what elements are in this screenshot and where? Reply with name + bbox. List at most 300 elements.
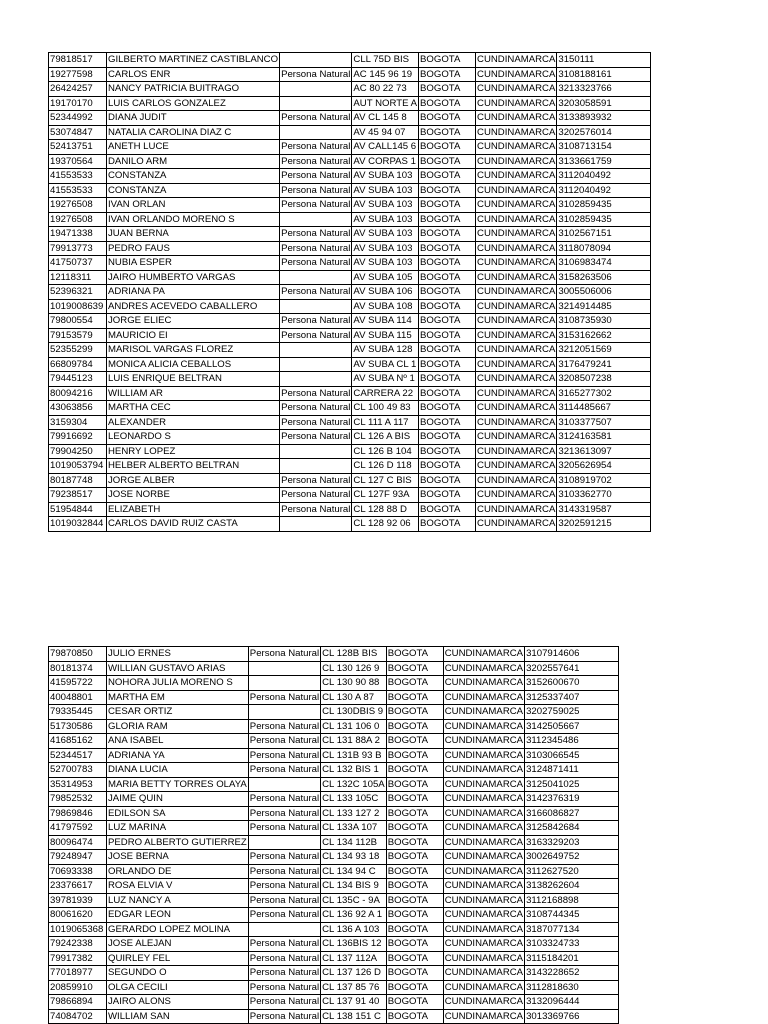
city-cell: BOGOTA <box>386 937 443 952</box>
address-cell: CL 100 49 83 <box>352 401 419 416</box>
phone-cell: 3202576014 <box>557 125 651 140</box>
table-row <box>49 314 651 329</box>
type-cell: Persona Natural <box>281 431 351 442</box>
table-row <box>49 864 619 879</box>
city-cell: BOGOTA <box>419 357 476 372</box>
department-cell: CUNDINAMARCA <box>477 315 556 326</box>
id-cell: 23376617 <box>49 879 107 894</box>
table-row <box>49 1009 619 1024</box>
city-cell: BOGOTA <box>419 96 476 111</box>
table-row <box>49 227 651 242</box>
address-cell: AV SUBA 103 <box>352 241 419 256</box>
id-cell: 41685162 <box>49 734 107 749</box>
type-cell: Persona Natural <box>281 503 351 515</box>
id-cell: 40048801 <box>49 690 107 705</box>
table-row <box>49 96 651 111</box>
table-row <box>49 502 651 517</box>
id-cell: 51954844 <box>49 502 107 517</box>
city-cell: BOGOTA <box>386 850 443 865</box>
id-cell: 12118311 <box>49 270 107 285</box>
table-row <box>49 111 651 126</box>
id-cell: 19370564 <box>49 154 107 169</box>
phone-cell: 3102859435 <box>557 212 651 227</box>
address-cell: CL 137 112A <box>321 951 387 966</box>
table-row <box>49 67 651 82</box>
address-cell: CL 138 151 C <box>321 1009 387 1024</box>
name-cell: JORGE ELIEC <box>107 314 280 329</box>
phone-cell: 3205626954 <box>557 459 651 474</box>
type-cell: Persona Natural <box>281 242 351 254</box>
address-cell: AV SUBA 103 <box>352 256 419 271</box>
address-cell: CL 134 112B <box>321 835 387 850</box>
id-cell: 35314953 <box>49 777 107 792</box>
table-row <box>49 734 619 749</box>
address-cell: AV SUBA 106 <box>352 285 419 300</box>
table-row <box>49 183 651 198</box>
address-cell: CLL 75D BIS <box>352 53 419 68</box>
records-table-1 <box>48 52 651 532</box>
type-cell: Persona Natural <box>249 851 320 862</box>
phone-cell: 3163329203 <box>525 835 619 850</box>
department-cell: CUNDINAMARCA <box>444 706 524 717</box>
type-cell: Persona Natural <box>281 170 351 181</box>
department-cell: CUNDINAMARCA <box>477 228 556 239</box>
address-cell: CL 136 A 103 <box>321 922 387 937</box>
table-row <box>49 951 619 966</box>
name-cell: JOSE BERNA <box>107 850 249 865</box>
department-cell: CUNDINAMARCA <box>444 938 524 949</box>
phone-cell: 3176479241 <box>557 357 651 372</box>
records-table-2 <box>48 646 619 1024</box>
city-cell: BOGOTA <box>419 227 476 242</box>
city-cell: BOGOTA <box>419 386 476 401</box>
type-cell <box>280 53 352 68</box>
type-cell <box>280 459 352 474</box>
phone-cell: 3112627520 <box>525 864 619 879</box>
department-cell: CUNDINAMARCA <box>444 909 524 920</box>
city-cell: BOGOTA <box>419 212 476 227</box>
type-cell: Persona Natural <box>249 865 320 877</box>
address-cell: AV SUBA 128 <box>352 343 419 358</box>
address-cell: CL 128 92 06 <box>352 517 419 532</box>
department-cell: CUNDINAMARCA <box>444 735 524 746</box>
department-cell: CUNDINAMARCA <box>477 503 556 515</box>
id-cell: 53074847 <box>49 125 107 140</box>
city-cell: BOGOTA <box>386 792 443 807</box>
table-row <box>49 821 619 836</box>
phone-cell: 3005506006 <box>557 285 651 300</box>
department-cell: CUNDINAMARCA <box>477 271 556 283</box>
phone-cell: 3212051569 <box>557 343 651 358</box>
address-cell: AC 80 22 73 <box>352 82 419 97</box>
department-cell: CUNDINAMARCA <box>477 416 556 428</box>
type-cell: Persona Natural <box>249 749 320 761</box>
city-cell: BOGOTA <box>419 444 476 459</box>
name-cell: DANILO ARM <box>107 154 280 169</box>
id-cell: 80094216 <box>49 386 107 401</box>
id-cell: 41553533 <box>49 169 107 184</box>
city-cell: BOGOTA <box>386 676 443 691</box>
id-cell: 19277598 <box>49 67 107 82</box>
city-cell: BOGOTA <box>386 995 443 1010</box>
name-cell: QUIRLEY FEL <box>107 951 249 966</box>
address-cell: CL 126 D 118 <box>352 459 419 474</box>
department-cell: CUNDINAMARCA <box>477 68 556 80</box>
table-row <box>49 676 619 691</box>
table-row <box>49 893 619 908</box>
id-cell: 52344992 <box>49 111 107 126</box>
address-cell: AV SUBA 103 <box>352 183 419 198</box>
city-cell: BOGOTA <box>419 372 476 387</box>
id-cell: 79818517 <box>49 53 107 68</box>
table-row <box>49 328 651 343</box>
name-cell: CONSTANZA <box>107 169 280 184</box>
address-cell: CARRERA 22 <box>352 386 419 401</box>
id-cell: 26424257 <box>49 82 107 97</box>
type-cell: Persona Natural <box>249 909 320 920</box>
id-cell: 19471338 <box>49 227 107 242</box>
type-cell: Persona Natural <box>249 952 320 964</box>
address-cell: CL 133 127 2 <box>321 806 387 821</box>
type-cell <box>248 777 320 792</box>
phone-cell: 3143319587 <box>557 502 651 517</box>
table-row <box>49 705 619 720</box>
department-cell: CUNDINAMARCA <box>477 387 556 399</box>
name-cell: ANA ISABEL <box>107 734 249 749</box>
id-cell: 80061620 <box>49 908 107 923</box>
id-cell: 80187748 <box>49 473 107 488</box>
phone-cell: 3102859435 <box>557 198 651 213</box>
type-cell <box>280 96 352 111</box>
id-cell: 79913773 <box>49 241 107 256</box>
phone-cell: 3203058591 <box>557 96 651 111</box>
id-cell: 79869846 <box>49 806 107 821</box>
city-cell: BOGOTA <box>419 154 476 169</box>
department-cell: CUNDINAMARCA <box>477 170 556 181</box>
department-cell: CUNDINAMARCA <box>477 373 556 384</box>
name-cell: OLGA CECILI <box>107 980 249 995</box>
id-cell: 19170170 <box>49 96 107 111</box>
department-cell: CUNDINAMARCA <box>444 822 524 833</box>
department-cell: CUNDINAMARCA <box>477 83 556 94</box>
phone-cell: 3112345486 <box>525 734 619 749</box>
id-cell: 79916692 <box>49 430 107 445</box>
type-cell: Persona Natural <box>281 199 351 210</box>
type-cell: Persona Natural <box>281 155 351 167</box>
address-cell: AV SUBA 103 <box>352 169 419 184</box>
city-cell: BOGOTA <box>386 777 443 792</box>
city-cell: BOGOTA <box>419 502 476 517</box>
name-cell: NOHORA JULIA MORENO S <box>107 676 249 691</box>
city-cell: BOGOTA <box>419 343 476 358</box>
department-cell: CUNDINAMARCA <box>444 648 524 659</box>
department-cell: CUNDINAMARCA <box>477 184 556 196</box>
address-cell: CL 136 92 A 1 <box>321 908 387 923</box>
phone-cell: 3118078094 <box>557 241 651 256</box>
type-cell <box>248 835 320 850</box>
city-cell: BOGOTA <box>386 893 443 908</box>
table-row <box>49 995 619 1010</box>
address-cell: CL 136BIS 12 <box>321 937 387 952</box>
id-cell: 66809784 <box>49 357 107 372</box>
address-cell: AV CALL145 6 <box>352 140 419 155</box>
id-cell: 79238517 <box>49 488 107 503</box>
name-cell: NANCY PATRICIA BUITRAGO <box>107 82 280 97</box>
city-cell: BOGOTA <box>386 908 443 923</box>
department-cell: CUNDINAMARCA <box>477 358 556 370</box>
type-cell <box>280 343 352 358</box>
department-cell: CUNDINAMARCA <box>477 489 556 500</box>
table-row <box>49 401 651 416</box>
address-cell: CL 132 BIS 1 <box>321 763 387 778</box>
type-cell: Persona Natural <box>281 387 351 399</box>
address-cell: CL 111 A 117 <box>352 415 419 430</box>
address-cell: CL 133A 107 <box>321 821 387 836</box>
id-cell: 79445123 <box>49 372 107 387</box>
department-cell: CUNDINAMARCA <box>444 952 524 964</box>
records-table-body <box>49 53 651 532</box>
city-cell: BOGOTA <box>419 285 476 300</box>
id-cell: 79153579 <box>49 328 107 343</box>
address-cell: CL 127 C BIS <box>352 473 419 488</box>
id-cell: 41595722 <box>49 676 107 691</box>
id-cell: 41750737 <box>49 256 107 271</box>
type-cell: Persona Natural <box>249 894 320 906</box>
name-cell: CONSTANZA <box>107 183 280 198</box>
department-cell: CUNDINAMARCA <box>477 474 556 486</box>
name-cell: JAIME QUIN <box>107 792 249 807</box>
type-cell: Persona Natural <box>249 938 320 949</box>
name-cell: WILLIAM SAN <box>107 1009 249 1024</box>
phone-cell: 3214914485 <box>557 299 651 314</box>
department-cell: CUNDINAMARCA <box>444 836 524 848</box>
id-cell: 43063856 <box>49 401 107 416</box>
name-cell: DIANA LUCIA <box>107 763 249 778</box>
address-cell: CL 128B BIS <box>321 647 387 662</box>
table-row <box>49 140 651 155</box>
city-cell: BOGOTA <box>386 748 443 763</box>
table-row <box>49 763 619 778</box>
name-cell: HELBER ALBERTO BELTRAN <box>107 459 280 474</box>
address-cell: AV 45 94 07 <box>352 125 419 140</box>
phone-cell: 3133661759 <box>557 154 651 169</box>
phone-cell: 3133893932 <box>557 111 651 126</box>
table-row <box>49 661 619 676</box>
table-row <box>49 908 619 923</box>
department-cell: CUNDINAMARCA <box>444 894 524 906</box>
department-cell: CUNDINAMARCA <box>444 981 524 993</box>
name-cell: JAIRO HUMBERTO VARGAS <box>107 270 280 285</box>
id-cell: 52355299 <box>49 343 107 358</box>
department-cell: CUNDINAMARCA <box>444 793 524 804</box>
city-cell: BOGOTA <box>419 125 476 140</box>
city-cell: BOGOTA <box>419 67 476 82</box>
name-cell: PEDRO FAUS <box>107 241 280 256</box>
name-cell: LUZ NANCY A <box>107 893 249 908</box>
address-cell: CL 130 90 88 <box>321 676 387 691</box>
phone-cell: 3125041025 <box>525 777 619 792</box>
department-cell: CUNDINAMARCA <box>477 126 556 138</box>
phone-cell: 3132096444 <box>525 995 619 1010</box>
type-cell <box>280 444 352 459</box>
phone-cell: 3103324733 <box>525 937 619 952</box>
name-cell: MONICA ALICIA CEBALLOS <box>107 357 280 372</box>
table-row <box>49 256 651 271</box>
phone-cell: 3112040492 <box>557 183 651 198</box>
type-cell: Persona Natural <box>249 967 320 978</box>
phone-cell: 3002649752 <box>525 850 619 865</box>
address-cell: CL 130DBIS 9 <box>321 705 387 720</box>
phone-cell: 3108188161 <box>557 67 651 82</box>
phone-cell: 3138262604 <box>525 879 619 894</box>
address-cell: CL 137 91 40 <box>321 995 387 1010</box>
id-cell: 19276508 <box>49 212 107 227</box>
city-cell: BOGOTA <box>386 763 443 778</box>
name-cell: JUAN BERNA <box>107 227 280 242</box>
phone-cell: 3115184201 <box>525 951 619 966</box>
department-cell: CUNDINAMARCA <box>444 851 524 862</box>
table-row <box>49 792 619 807</box>
name-cell: GLORIA RAM <box>107 719 249 734</box>
department-cell: CUNDINAMARCA <box>444 764 524 775</box>
type-cell <box>280 299 352 314</box>
phone-cell: 3125337407 <box>525 690 619 705</box>
table-row <box>49 372 651 387</box>
department-cell: CUNDINAMARCA <box>477 460 556 471</box>
department-cell: CUNDINAMARCA <box>444 778 524 790</box>
id-cell: 79904250 <box>49 444 107 459</box>
phone-cell: 3165277302 <box>557 386 651 401</box>
city-cell: BOGOTA <box>386 806 443 821</box>
phone-cell: 3153162662 <box>557 328 651 343</box>
type-cell: Persona Natural <box>281 286 351 297</box>
city-cell: BOGOTA <box>419 401 476 416</box>
city-cell: BOGOTA <box>419 459 476 474</box>
address-cell: CL 131B 93 B <box>321 748 387 763</box>
address-cell: CL 134 BIS 9 <box>321 879 387 894</box>
phone-cell: 3187077134 <box>525 922 619 937</box>
city-cell: BOGOTA <box>419 183 476 198</box>
department-cell: CUNDINAMARCA <box>477 329 556 341</box>
table-row <box>49 198 651 213</box>
id-cell: 52700783 <box>49 763 107 778</box>
phone-cell: 3013369766 <box>525 1009 619 1024</box>
phone-cell: 3103362770 <box>557 488 651 503</box>
name-cell: IVAN ORLANDO MORENO S <box>107 212 280 227</box>
table-row <box>49 922 619 937</box>
city-cell: BOGOTA <box>419 53 476 68</box>
id-cell: 79866894 <box>49 995 107 1010</box>
table-row <box>49 212 651 227</box>
address-cell: CL 128 88 D <box>352 502 419 517</box>
address-cell: AV SUBA Nº 1 <box>352 372 419 387</box>
type-cell: Persona Natural <box>281 315 351 326</box>
name-cell: ROSA ELVIA V <box>107 879 249 894</box>
type-cell <box>280 125 352 140</box>
table-row <box>49 343 651 358</box>
id-cell: 80096474 <box>49 835 107 850</box>
type-cell: Persona Natural <box>249 996 320 1007</box>
city-cell: BOGOTA <box>419 111 476 126</box>
type-cell: Persona Natural <box>249 720 320 732</box>
department-cell: CUNDINAMARCA <box>444 880 524 891</box>
department-cell: CUNDINAMARCA <box>477 97 556 109</box>
type-cell: Persona Natural <box>281 402 351 413</box>
type-cell <box>248 705 320 720</box>
department-cell: CUNDINAMARCA <box>444 677 524 688</box>
table-row <box>49 473 651 488</box>
phone-cell: 3103066545 <box>525 748 619 763</box>
table-row <box>49 154 651 169</box>
type-cell: Persona Natural <box>249 880 320 891</box>
name-cell: MAURICIO EI <box>107 328 280 343</box>
department-cell: CUNDINAMARCA <box>444 807 524 819</box>
phone-cell: 3158263506 <box>557 270 651 285</box>
phone-cell: 3114485667 <box>557 401 651 416</box>
name-cell: JAIRO ALONS <box>107 995 249 1010</box>
city-cell: BOGOTA <box>419 241 476 256</box>
id-cell: 79242338 <box>49 937 107 952</box>
name-cell: ADRIANA YA <box>107 748 249 763</box>
table-row <box>49 488 651 503</box>
city-cell: BOGOTA <box>386 719 443 734</box>
address-cell: CL 132C 105A <box>322 778 385 790</box>
id-cell: 52396321 <box>49 285 107 300</box>
address-cell: CL 131 88A 2 <box>321 734 387 749</box>
name-cell: ANETH LUCE <box>107 140 280 155</box>
name-cell: JOSE ALEJAN <box>107 937 249 952</box>
address-cell: AV SUBA 114 <box>352 314 419 329</box>
table-row <box>49 415 651 430</box>
address-cell: AC 145 96 19 <box>352 67 419 82</box>
department-cell: CUNDINAMARCA <box>444 865 524 877</box>
phone-cell: 3124163581 <box>557 430 651 445</box>
phone-cell: 3142505667 <box>525 719 619 734</box>
city-cell: BOGOTA <box>386 705 443 720</box>
name-cell: JULIO ERNES <box>107 647 249 662</box>
table-row <box>49 386 651 401</box>
city-cell: BOGOTA <box>419 314 476 329</box>
table-row <box>49 169 651 184</box>
type-cell: Persona Natural <box>249 807 320 819</box>
phone-cell: 3152600670 <box>525 676 619 691</box>
id-cell: 19276508 <box>49 198 107 213</box>
phone-cell: 3202759025 <box>525 705 619 720</box>
id-cell: 79917382 <box>49 951 107 966</box>
address-cell: CL 130 126 9 <box>321 661 387 676</box>
name-cell: ALEXANDER <box>107 415 280 430</box>
address-cell: AV SUBA 115 <box>352 328 419 343</box>
phone-cell: 3103377507 <box>557 415 651 430</box>
city-cell: BOGOTA <box>419 169 476 184</box>
table-row <box>49 835 619 850</box>
table-row <box>49 719 619 734</box>
id-cell: 52413751 <box>49 140 107 155</box>
id-cell: 1019053794 <box>49 459 107 474</box>
phone-cell: 3150111 <box>557 53 651 68</box>
city-cell: BOGOTA <box>386 966 443 981</box>
address-cell: CL 127F 93A <box>352 488 419 503</box>
city-cell: BOGOTA <box>419 488 476 503</box>
address-cell: AV SUBA CL 1 <box>352 357 419 372</box>
city-cell: BOGOTA <box>386 980 443 995</box>
name-cell: CESAR ORTIZ <box>107 705 249 720</box>
name-cell: CARLOS ENR <box>107 67 280 82</box>
city-cell: BOGOTA <box>386 835 443 850</box>
department-cell: CUNDINAMARCA <box>477 242 556 254</box>
department-cell: CUNDINAMARCA <box>444 749 524 761</box>
id-cell: 3159304 <box>49 415 107 430</box>
